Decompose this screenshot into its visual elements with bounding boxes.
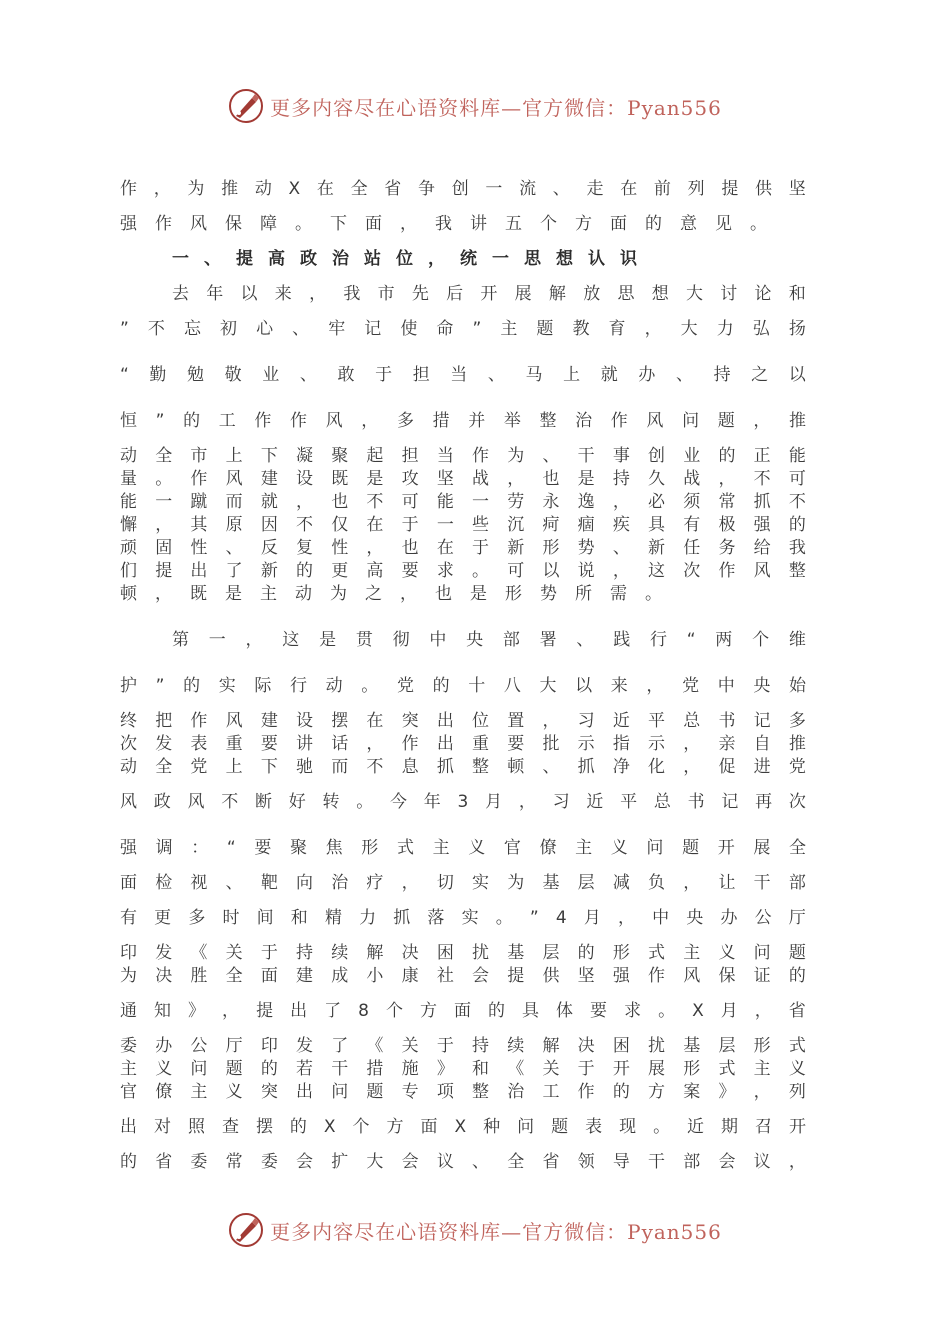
text-line: 通 知 》 ， 提 出 了 8 个 方 面 的 具 体 要 求 。 X 月 ， 省 xyxy=(120,1001,806,1021)
text-line: 为 决 胜 全 面 建 成 小 康 社 会 提 供 坚 强 作 风 保 证 的 xyxy=(120,966,806,986)
text-line: 委 办 公 厅 印 发 了 《 关 于 持 续 解 决 困 扰 基 层 形 式 xyxy=(120,1036,806,1056)
text-line: ” 不 忘 初 心 、 牢 记 使 命 ” 主 题 教 育 ， 大 力 弘 扬 xyxy=(120,319,806,339)
text-line: 官 僚 主 义 突 出 问 题 专 项 整 治 工 作 的 方 案 》 ， 列 xyxy=(120,1082,806,1102)
text-line: 动 全 党 上 下 驰 而 不 息 抓 整 顿 、 抓 净 化 ， 促 进 党 xyxy=(120,757,806,777)
text-line: 能 一 蹴 而 就 ， 也 不 可 能 一 劳 永 逸 ， 必 须 常 抓 不 xyxy=(120,492,806,512)
header-watermark-banner xyxy=(0,86,950,126)
text-line: “ 勤 勉 敬 业 、 敢 于 担 当 、 马 上 就 办 、 持 之 以 xyxy=(120,365,806,385)
section-heading: 一 、 提 高 政 治 站 位 ， 统 一 思 想 认 识 xyxy=(172,249,637,269)
text-line: 面 检 视 、 靶 向 治 疗 ， 切 实 为 基 层 减 负 ， 让 干 部 xyxy=(120,873,806,893)
text-line: 们 提 出 了 新 的 更 高 要 求 。 可 以 说 ， 这 次 作 风 整 xyxy=(120,561,806,581)
text-line: 强 调 ： “ 要 聚 焦 形 式 主 义 官 僚 主 义 问 题 开 展 全 xyxy=(120,838,806,858)
footer-watermark-banner xyxy=(0,1210,950,1250)
text-line: 有 更 多 时 间 和 精 力 抓 落 实 。 ” 4 月 ， 中 央 办 公 厅 xyxy=(120,908,806,928)
text-line: 顿 ， 既 是 主 动 为 之 ， 也 是 形 势 所 需 。 xyxy=(120,584,662,604)
watermark-text: 更多内容尽在心语资料库—官方微信：Pyan556 xyxy=(270,1219,722,1244)
text-line: 印 发 《 关 于 持 续 解 决 困 扰 基 层 的 形 式 主 义 问 题 xyxy=(120,943,806,963)
text-line: 出 对 照 查 摆 的 X 个 方 面 X 种 问 题 表 现 。 近 期 召 开 xyxy=(120,1117,806,1137)
text-line: 懈 ， 其 原 因 不 仅 在 于 一 些 沉 疴 痼 疾 具 有 极 强 的 xyxy=(120,515,806,535)
text-line: 护 ” 的 实 际 行 动 。 党 的 十 八 大 以 来 ， 党 中 央 始 xyxy=(120,676,806,696)
text-line: 风 政 风 不 断 好 转 。 今 年 3 月 ， 习 近 平 总 书 记 再 次 xyxy=(120,792,806,812)
text-line: 恒 ” 的 工 作 作 风 ， 多 措 并 举 整 治 作 风 问 题 ， 推 xyxy=(120,411,806,431)
text-line: 量 。 作 风 建 设 既 是 攻 坚 战 ， 也 是 持 久 战 ， 不 可 xyxy=(120,469,806,489)
text-line: 作 ， 为 推 动 X 在 全 省 争 创 一 流 、 走 在 前 列 提 供 坚 xyxy=(120,179,806,199)
text-line: 终 把 作 风 建 设 摆 在 突 出 位 置 ， 习 近 平 总 书 记 多 xyxy=(120,711,806,731)
pen-nib-logo-icon xyxy=(228,88,264,124)
text-line: 的 省 委 常 委 会 扩 大 会 议 、 全 省 领 导 干 部 会 议 ， xyxy=(120,1152,806,1172)
watermark-text: 更多内容尽在心语资料库—官方微信：Pyan556 xyxy=(270,95,722,120)
text-line: 第 一 ， 这 是 贯 彻 中 央 部 署 、 践 行 “ 两 个 维 xyxy=(172,630,806,650)
text-line: 去 年 以 来 ， 我 市 先 后 开 展 解 放 思 想 大 讨 论 和 xyxy=(172,284,806,304)
text-line: 顽 固 性 、 反 复 性 ， 也 在 于 新 形 势 、 新 任 务 给 我 xyxy=(120,538,806,558)
text-line: 强 作 风 保 障 。 下 面 ， 我 讲 五 个 方 面 的 意 见 。 xyxy=(120,214,767,234)
pen-nib-logo-icon xyxy=(228,1212,264,1248)
document-body xyxy=(120,178,806,1174)
text-line: 主 义 问 题 的 若 干 措 施 》 和 《 关 于 开 展 形 式 主 义 xyxy=(120,1059,806,1079)
text-line: 次 发 表 重 要 讲 话 ， 作 出 重 要 批 示 指 示 ， 亲 自 推 xyxy=(120,734,806,754)
text-line: 动 全 市 上 下 凝 聚 起 担 当 作 为 、 干 事 创 业 的 正 能 xyxy=(120,446,806,466)
